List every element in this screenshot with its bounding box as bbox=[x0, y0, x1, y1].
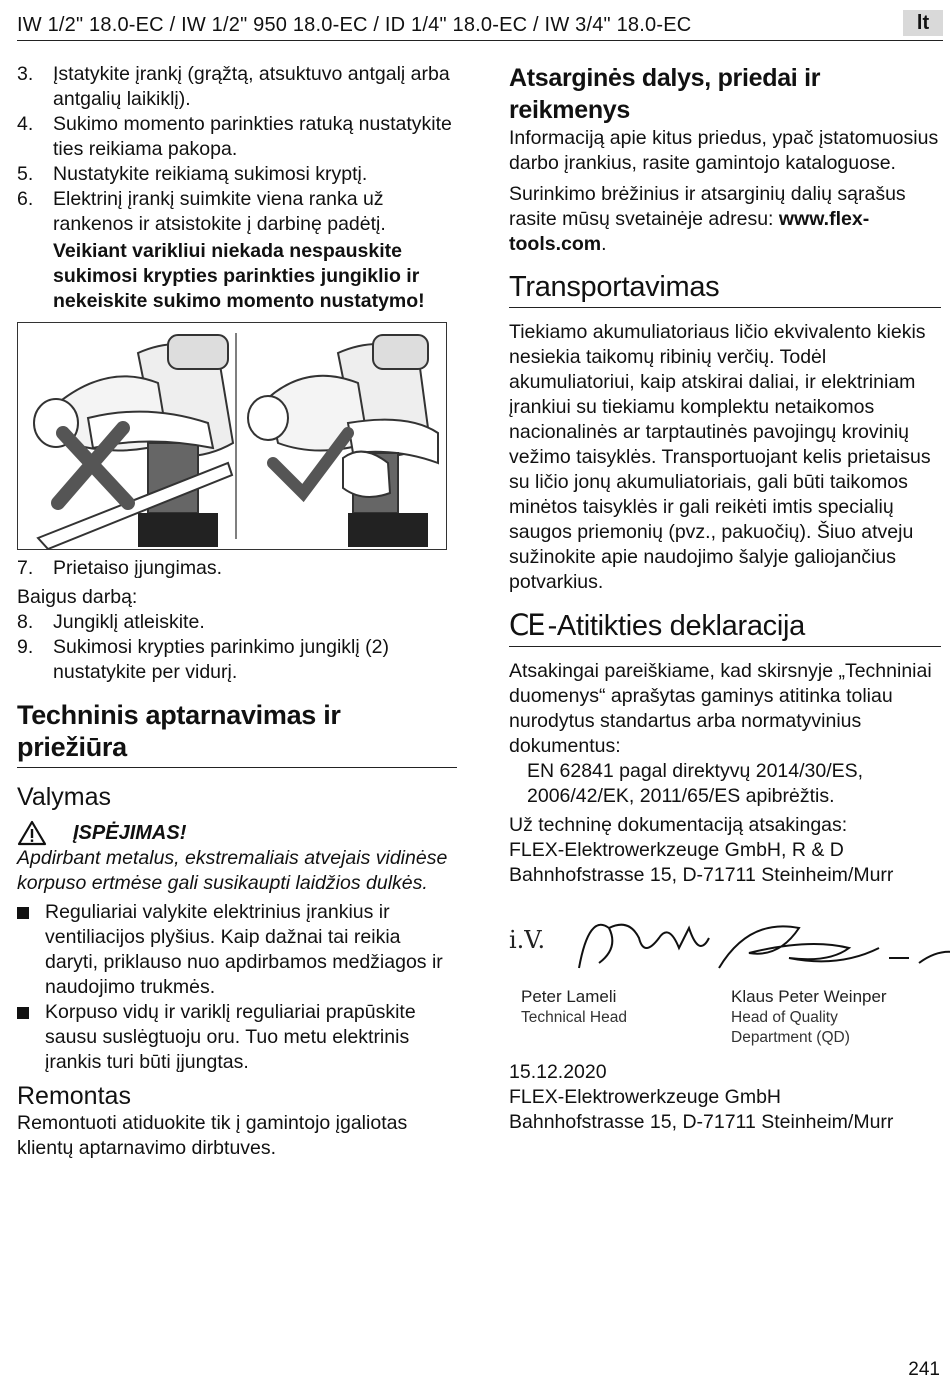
warning-text: Apdirbant metalus, ekstremaliais atvejais vidinėse korpuso ertmėse gali susikaupti laidžios dulkės. bbox=[17, 847, 448, 894]
step-text: Elektrinį įrankį suimkite viena ranka už rankenos ir atsistokite į darbinę padėtį. bbox=[53, 188, 386, 235]
list-item bbox=[17, 62, 457, 112]
doc-responsible-company: FLEX-Elektrowerkzeuge GmbH, R & D bbox=[509, 839, 844, 861]
signatory-2-role-line2: Department (QD) bbox=[731, 1029, 850, 1046]
doc-responsible-label: Už techninę dokumentaciją atsakingas: bbox=[509, 814, 848, 836]
steps-list-b bbox=[17, 610, 457, 685]
step-text: Įstatykite įrankį (grąžtą, atsuktuvo antgalį arba antgalių laikiklį). bbox=[53, 63, 450, 110]
doc-responsible-address: Bahnhofstrasse 15, D-71711 Steinheim/Murr bbox=[509, 864, 894, 886]
list-item bbox=[17, 610, 457, 635]
step-text: Nustatykite reikiamą sukimosi kryptį. bbox=[53, 163, 368, 185]
step-number: 7. bbox=[17, 557, 34, 579]
parts-text: Surinkimo brėžinius ir atsarginių dalių sąrašus rasite mūsų svetainėje adresu: bbox=[509, 183, 906, 230]
operation-warning: Veikiant varikliui niekada nespauskite sukimosi krypties parinkties jungiklio ir nekeiskite sukimo momento nustatymo! bbox=[53, 240, 425, 312]
model-title: IW 1/2" 18.0-EC / IW 1/2" 950 18.0-EC / ID 1/4" 18.0-EC / IW 3/4" 18.0-EC bbox=[17, 14, 692, 36]
page-header bbox=[17, 10, 943, 41]
repair-text: Remontuoti atiduokite tik į gamintojo įgaliotas klientų aptarnavimo dirbtuves. bbox=[17, 1112, 408, 1159]
step-number: 4. bbox=[17, 113, 34, 135]
step-number: 9. bbox=[17, 636, 34, 658]
list-item bbox=[17, 187, 457, 237]
bullet-text: Korpuso vidų ir variklį reguliariai prapūskite sausu suslėgtuoju oru. Tuo metu elektrinis įrankis turi būti įjungtas. bbox=[45, 1001, 416, 1073]
signatory-2-name: Klaus Peter Weinper bbox=[731, 987, 887, 1006]
tool-handling-illustration bbox=[17, 322, 447, 550]
step-number: 6. bbox=[17, 188, 34, 210]
signatory-1-role: Technical Head bbox=[521, 1009, 627, 1026]
transport-heading: Transportavimas bbox=[509, 271, 941, 308]
website-link[interactable]: www.flex-tools.com bbox=[509, 208, 870, 255]
signatory-1-name: Peter Lameli bbox=[521, 987, 617, 1006]
transport-text: Tiekiamo akumuliatoriaus ličio ekvivalento kiekis nesiekia taikomų ribinių verčių. Todėl akumuliatoriui, kaip atskirai daliai, ir elektriniam įrankiui su tiekiamu komplektu netaikomos nacionalinės ar tarptautinės pavojingų krovinių vežimo taisyklės. Transportuojant kelis prietaisus su ličio jonų akumuliatoriais, gali būti taikomos minėtos taisyklės ir gali reikėti imtis specialių saugos priemonių (pvz., pakuočių). Šiuo atveju sužinokite apie naudojimo šalyje galiojančius potvarkius. bbox=[509, 321, 931, 593]
list-item bbox=[17, 112, 457, 162]
ce-text: Atsakingai pareiškiame, kad skirsnyje „Techniniai duomenys“ aprašytas gaminys atitinka toliau nurodytus standartus arba normatyvinius dokumentus: bbox=[509, 660, 932, 757]
parts-heading: Atsarginės dalys, priedai ir reikmenys bbox=[509, 64, 821, 124]
page-number: 241 bbox=[908, 1359, 940, 1380]
ce-heading-text: -Atitikties deklaracija bbox=[547, 610, 805, 642]
cleaning-bullets bbox=[17, 900, 457, 1075]
declaration-date: 15.12.2020 bbox=[509, 1061, 607, 1083]
ce-mark: CE bbox=[509, 608, 544, 642]
repair-heading: Remontas bbox=[17, 1082, 131, 1110]
parts-paragraph-2 bbox=[509, 182, 941, 257]
bullet-text: Reguliariai valykite elektrinius įrankius ir ventiliacijos plyšius. Kaip dažnai tai reikia daryti, priklauso nuo apdirbamos medžiagos ir naudojimo trukmės. bbox=[45, 901, 443, 998]
steps-list-a bbox=[17, 62, 457, 237]
step-number: 3. bbox=[17, 63, 34, 85]
language-badge: lt bbox=[903, 10, 943, 36]
company-name: FLEX-Elektrowerkzeuge GmbH bbox=[509, 1086, 782, 1108]
signatures bbox=[509, 908, 941, 1058]
signature-prefix: i.V. bbox=[509, 926, 546, 954]
cleaning-heading: Valymas bbox=[17, 783, 112, 811]
parts-paragraph-1: Informaciją apie kitus priedus, ypač įstatomuosius darbo įrankius, rasite gamintojo kataloguose. bbox=[509, 127, 939, 174]
bullet-square-icon bbox=[17, 1007, 29, 1019]
step-text: Prietaiso įjungimas. bbox=[53, 557, 223, 579]
list-item bbox=[17, 162, 457, 187]
step-number: 8. bbox=[17, 611, 34, 633]
punctuation: . bbox=[601, 233, 607, 255]
left-column bbox=[17, 62, 457, 1161]
signatory-2-role-line1: Head of Quality bbox=[731, 1009, 838, 1026]
step-text: Sukimosi krypties parinkimo jungiklį (2) nustatykite per vidurį. bbox=[53, 636, 389, 683]
service-heading: Techninis aptarnavimas ir priežiūra bbox=[17, 699, 457, 768]
warning-title: ĮSPĖJIMAS! bbox=[73, 821, 187, 844]
list-item bbox=[17, 635, 457, 685]
step-text: Jungiklį atleiskite. bbox=[53, 611, 205, 633]
step-number: 5. bbox=[17, 163, 34, 185]
warning-triangle-icon bbox=[17, 820, 47, 846]
list-item bbox=[17, 556, 457, 581]
handwritten-signatures bbox=[549, 908, 950, 988]
warning-header bbox=[17, 820, 457, 846]
standards-text: EN 62841 pagal direktyvų 2014/30/ES, 2006/42/EK, 2011/65/ES apibrėžtis. bbox=[527, 760, 864, 807]
ce-heading bbox=[509, 609, 941, 647]
step-text: Sukimo momento parinkties ratuką nustatykite ties reikiama pakopa. bbox=[53, 113, 452, 160]
after-work-label: Baigus darbą: bbox=[17, 586, 138, 608]
list-item bbox=[17, 900, 457, 1000]
right-column bbox=[509, 62, 941, 1135]
company-address: Bahnhofstrasse 15, D-71711 Steinheim/Murr bbox=[509, 1111, 894, 1133]
list-item bbox=[17, 1000, 457, 1075]
bullet-square-icon bbox=[17, 907, 29, 919]
